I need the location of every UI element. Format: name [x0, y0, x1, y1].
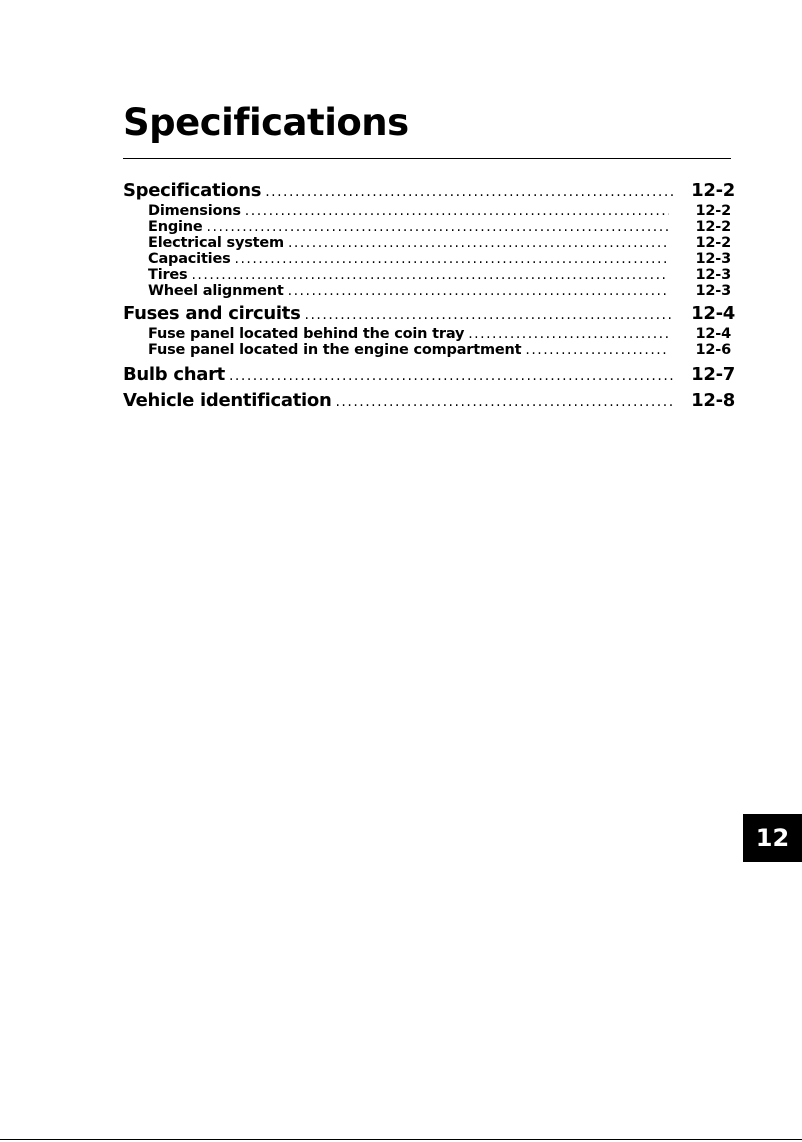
- toc-entry-vehicle-identification[interactable]: [123, 390, 735, 411]
- toc-entry-label: Specifications: [123, 180, 262, 201]
- toc-entry-page: 12-3: [695, 267, 731, 283]
- toc-entry-engine[interactable]: [123, 219, 735, 235]
- toc-entry-label: Dimensions: [148, 203, 241, 219]
- toc-entry-label: Fuses and circuits: [123, 303, 301, 324]
- toc-dot-leader: [265, 184, 675, 200]
- toc-entry-page: 12-2: [695, 219, 731, 235]
- toc-dot-leader: [288, 283, 669, 299]
- toc-entry-dimensions[interactable]: [123, 203, 735, 219]
- chapter-tab: 12: [743, 814, 802, 862]
- toc-dot-leader: [468, 326, 669, 342]
- toc-entry-wheel-alignment[interactable]: [123, 283, 735, 299]
- toc-entry-page: 12-4: [691, 303, 735, 324]
- toc-entry-fuse-panel-coin-tray[interactable]: [123, 326, 735, 342]
- toc-entry-electrical-system[interactable]: [123, 235, 735, 251]
- toc-dot-leader: [191, 267, 669, 283]
- toc-entry-capacities[interactable]: [123, 251, 735, 267]
- toc-entry-label: Engine: [148, 219, 203, 235]
- toc-entry-page: 12-2: [691, 180, 735, 201]
- toc-entry-label: Fuse panel located behind the coin tray: [148, 326, 465, 342]
- toc-entry-label: Tires: [148, 267, 188, 283]
- toc-dot-leader: [525, 342, 669, 358]
- toc-entry-fuses-and-circuits[interactable]: [123, 303, 735, 324]
- toc-dot-leader: [235, 251, 669, 267]
- table-of-contents: [123, 180, 735, 411]
- toc-dot-leader: [288, 235, 669, 251]
- bottom-divider: [0, 1139, 802, 1140]
- toc-dot-leader: [229, 368, 675, 384]
- toc-dot-leader: [305, 307, 675, 323]
- toc-entry-page: 12-4: [695, 326, 731, 342]
- toc-entry-page: 12-2: [695, 203, 731, 219]
- toc-entry-label: Electrical system: [148, 235, 284, 251]
- toc-entry-fuse-panel-engine-compartment[interactable]: [123, 342, 735, 358]
- toc-entry-label: Capacities: [148, 251, 231, 267]
- toc-entry-page: 12-6: [695, 342, 731, 358]
- toc-dot-leader: [335, 394, 675, 410]
- toc-entry-label: Wheel alignment: [148, 283, 284, 299]
- toc-dot-leader: [245, 203, 669, 219]
- toc-entry-page: 12-2: [695, 235, 731, 251]
- title-divider: [123, 158, 731, 159]
- toc-entry-page: 12-8: [691, 390, 735, 411]
- toc-entry-bulb-chart[interactable]: [123, 364, 735, 385]
- toc-dot-leader: [207, 219, 669, 235]
- toc-entry-page: 12-3: [695, 251, 731, 267]
- toc-entry-page: 12-7: [691, 364, 735, 385]
- page-title: Specifications: [123, 101, 409, 144]
- toc-entry-tires[interactable]: [123, 267, 735, 283]
- toc-entry-specifications[interactable]: [123, 180, 735, 201]
- toc-entry-page: 12-3: [695, 283, 731, 299]
- toc-entry-label: Fuse panel located in the engine compartment: [148, 342, 522, 358]
- toc-entry-label: Bulb chart: [123, 364, 225, 385]
- toc-entry-label: Vehicle identification: [123, 390, 332, 411]
